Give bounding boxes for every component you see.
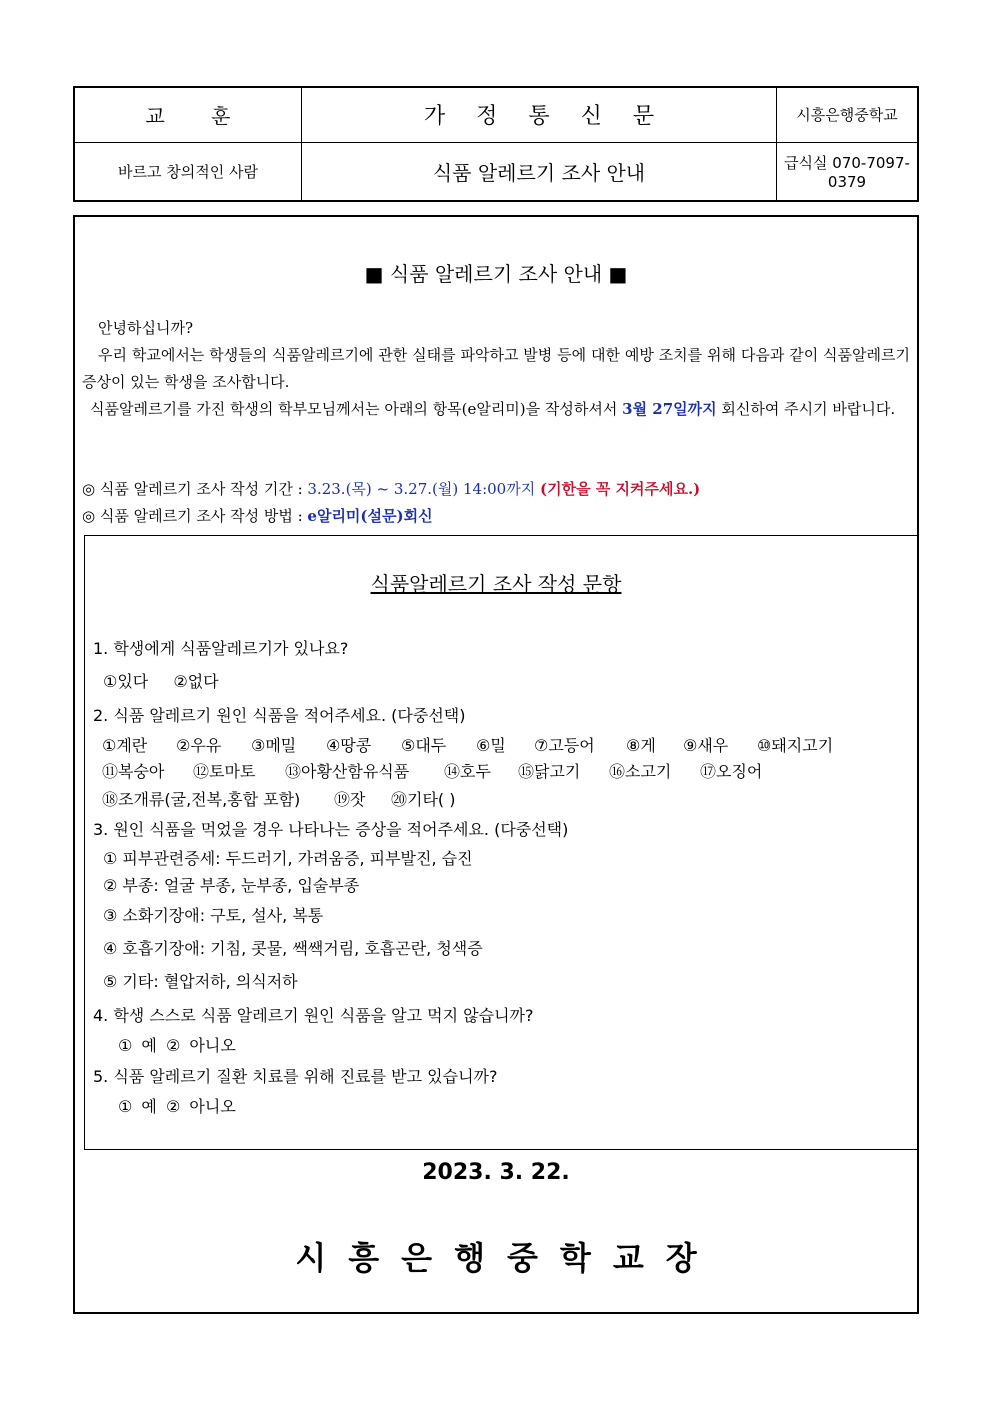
- survey-title: 식품알레르기 조사 작성 문항: [370, 572, 622, 596]
- school-name: 시흥은행중학교: [777, 88, 918, 142]
- contact-phone: 급식실 070-7097-0379: [777, 142, 918, 200]
- q2-options-row-2: [102, 759, 762, 782]
- deadline: 3월 27일까지: [622, 400, 717, 418]
- question-4: 4. 학생 스스로 식품 알레르기 원인 식품을 알고 먹지 않습니까?: [93, 1006, 534, 1025]
- q3-option: ④ 호흡기장애: 기침, 콧물, 쌕쌕거림, 호흡곤란, 청색증: [103, 939, 483, 958]
- newsletter-title: 가 정 통 신 문: [302, 88, 777, 142]
- q3-option: ① 피부관련증세: 두드러기, 가려움증, 피부발진, 습진: [103, 849, 473, 868]
- q2-option: ⑭호두: [444, 762, 491, 781]
- q3-option: ③ 소화기장애: 구토, 설사, 복통: [103, 906, 324, 925]
- q3-option: ② 부종: 얼굴 부종, 눈부종, 입술부종: [103, 876, 360, 895]
- survey-method: ◎ 식품 알레르기 조사 작성 방법 : e알리미(설문)회신: [82, 507, 433, 525]
- principal-signature: 시흥은행중학교장: [295, 1239, 719, 1277]
- q1-options: [103, 669, 219, 692]
- q2-option: ⑨새우: [683, 736, 729, 755]
- q4-options: ① 예 ② 아니오: [118, 1036, 236, 1055]
- notice-title: ■ 식품 알레르기 조사 안내 ■: [364, 262, 628, 286]
- q2-option: ⑩돼지고기: [757, 736, 834, 755]
- q2-option: ⑦고등어: [534, 736, 595, 755]
- q2-option: ⑤대두: [401, 736, 447, 755]
- q2-option: ⑪복숭아: [102, 762, 165, 781]
- q2-option: ⑲잣: [334, 790, 366, 809]
- header-table: [73, 86, 919, 202]
- period-value: 3.23.(목) ~ 3.27.(월) 14:00까지: [307, 480, 536, 498]
- q2-option: ①계란: [102, 736, 148, 755]
- q2-option: ⑥밀: [476, 736, 506, 755]
- q2-options-row-1: [102, 733, 833, 756]
- period-warning: (기한을 꼭 지켜주세요.): [540, 480, 701, 498]
- issue-date: 2023. 3. 22.: [422, 1160, 570, 1185]
- survey-period: ◎ 식품 알레르기 조사 작성 기간 : 3.23.(목) ~ 3.27.(월) 14:00까지 (기한을 꼭 지켜주세요.): [82, 480, 701, 498]
- q2-option: ⑬아황산함유식품: [285, 762, 410, 781]
- q2-option: ⑯소고기: [609, 762, 672, 781]
- q2-option: ⑫토마토: [193, 762, 256, 781]
- question-3: 3. 원인 식품을 먹었을 경우 나타나는 증상을 적어주세요. (다중선택): [93, 820, 569, 839]
- survey-box: [84, 535, 919, 1150]
- greeting: 안녕하십니까?: [98, 319, 193, 337]
- intro-paragraph-1: 우리 학교에서는 학생들의 식품알레르기에 관한 실태를 파악하고 발병 등에 대한 예방 조치를 위해 다음과 같이 식품알레르기 증상이 있는 학생을 조사합니다.: [82, 346, 910, 391]
- school-motto: 바르고 창의적인 사람: [75, 142, 302, 200]
- q2-option: ②우유: [176, 736, 222, 755]
- q2-options-row-3: [102, 787, 455, 810]
- q2-option: ⑧게: [626, 736, 656, 755]
- q2-option: ⑰오징어: [700, 762, 763, 781]
- q1-option-no: ②없다: [173, 672, 219, 691]
- q1-option-yes: ①있다: [103, 672, 149, 691]
- question-1: 1. 학생에게 식품알레르기가 있나요?: [93, 639, 349, 658]
- q2-option: ④땅콩: [326, 736, 372, 755]
- intro-text: [82, 315, 910, 423]
- q5-options: ① 예 ② 아니오: [118, 1097, 236, 1116]
- motto-heading: 교 훈: [75, 88, 302, 142]
- question-5: 5. 식품 알레르기 질환 치료를 위해 진료를 받고 있습니까?: [93, 1067, 498, 1086]
- question-2: 2. 식품 알레르기 원인 식품을 적어주세요. (다중선택): [93, 706, 466, 725]
- newsletter-subtitle: 식품 알레르기 조사 안내: [302, 142, 777, 200]
- q2-option: ⑱조개류(굴,전복,홍합 포함): [102, 790, 301, 809]
- method-value: e알리미(설문)회신: [307, 507, 433, 525]
- q2-option: ③메밀: [251, 736, 297, 755]
- q2-option: ⑳기타( ): [391, 790, 456, 809]
- q3-option: ⑤ 기타: 혈압저하, 의식저하: [103, 972, 298, 991]
- q2-option: ⑮닭고기: [518, 762, 581, 781]
- intro-paragraph-2: 식품알레르기를 가진 학생의 학부모님께서는 아래의 항목(e알리미)을 작성하셔서 3월 27일까지 회신하여 주시기 바랍니다.: [90, 400, 896, 418]
